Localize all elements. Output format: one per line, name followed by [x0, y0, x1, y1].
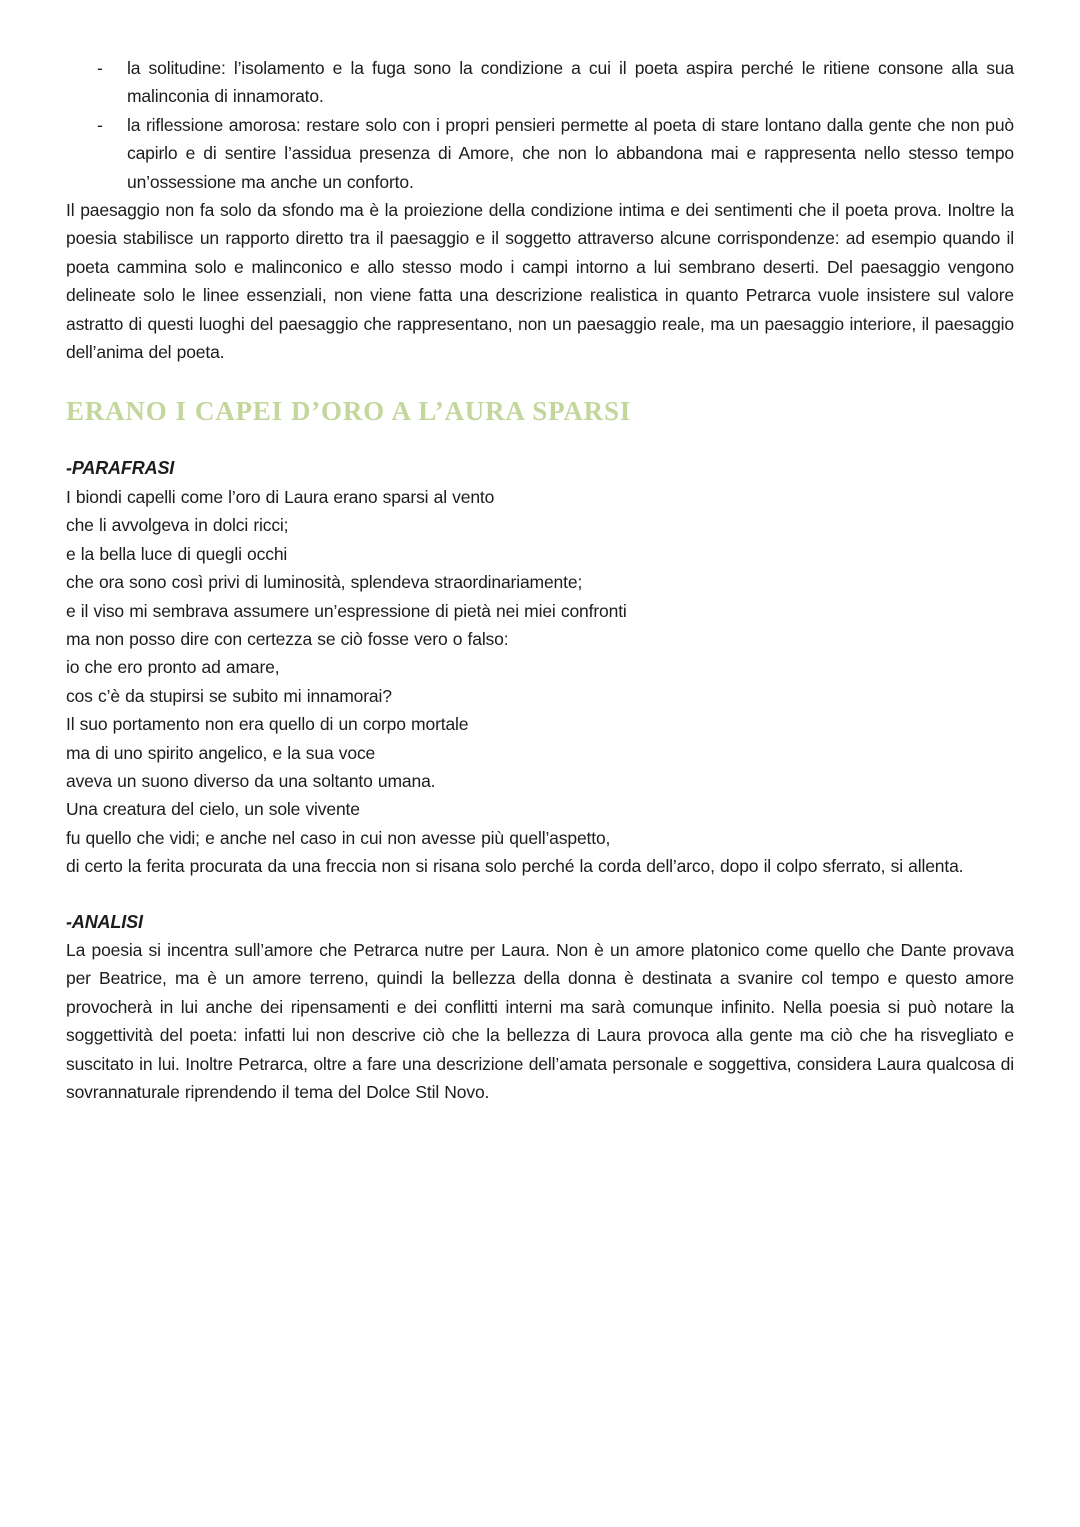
parafrasi-block: [66, 483, 1014, 881]
parafrasi-line: e il viso mi sembrava assumere un’espressione di pietà nei miei confronti: [66, 600, 627, 621]
landscape-paragraph: Il paesaggio non fa solo da sfondo ma è la proiezione della condizione intima e dei sentimenti che il poeta prova. Inoltre la poesia stabilisce un rapporto diretto tra il paesaggio e il soggetto attraverso alcune corrispondenze: ad esempio quando il poeta cammina solo e malinconico e allo stesso modo i campi intorno a lui sembrano deserti. Del paesaggio vengono delineate solo le linee essenziali, non viene fatta una descrizione realistica in quanto Petrarca vuole insistere sul valore astratto di questi luoghi del paesaggio che rappresentano, non un paesaggio reale, ma un paesaggio interiore, il paesaggio dell’anima del poeta.: [66, 200, 1014, 363]
parafrasi-line: e la bella luce di quegli occhi: [66, 543, 288, 564]
parafrasi-line: ma non posso dire con certezza se ciò fosse vero o falso:: [66, 628, 509, 649]
list-item-text: la solitudine: l’isolamento e la fuga sono la condizione a cui il poeta aspira perché le ritiene consone alla sua malinconia di innamorato.: [127, 58, 1014, 107]
bullet-dash: -: [97, 58, 103, 78]
analisi-label: -ANALISI: [66, 911, 143, 932]
parafrasi-closing: di certo la ferita procurata da una freccia non si risana solo perché la corda dell’arco, dopo il colpo sferrato, si allenta.: [66, 856, 964, 877]
poem-title-heading: ERANO I CAPEI D’ORO A L’AURA SPARSI: [66, 396, 632, 427]
parafrasi-line: I biondi capelli come l’oro di Laura erano sparsi al vento: [66, 486, 495, 507]
list-item: [66, 54, 1014, 111]
parafrasi-line: ma di uno spirito angelico, e la sua voce: [66, 742, 376, 763]
parafrasi-line: Il suo portamento non era quello di un corpo mortale: [66, 714, 469, 735]
parafrasi-line: Una creatura del cielo, un sole vivente: [66, 799, 360, 820]
analisi-paragraph: La poesia si incentra sull’amore che Petrarca nutre per Laura. Non è un amore platonico come quello che Dante provava per Beatrice, ma è un amore terreno, quindi la bellezza della donna è destinata a svanire col tempo e questo amore provocherà in lui anche dei ripensamenti e dei conflitti interni ma sarà comunque infinito. Nella poesia si può notare la soggettività del poeta: infatti lui non descrive ciò che la bellezza di Laura provoca alla gente ma ciò che ha risvegliato e suscitato in lui. Inoltre Petrarca, oltre a fare una descrizione dell’amata personale e soggettiva, considera Laura qualcosa di sovrannaturale riprendendo il tema del Dolce Stil Novo.: [66, 939, 1014, 1102]
list-item-text: la riflessione amorosa: restare solo con i propri pensieri permette al poeta di stare lontano dalla gente che non può capirlo e di sentire l’assidua presenza di Amore, che non lo abbandona mai e rappresenta nello stesso tempo un’ossessione ma anche un conforto.: [127, 114, 1014, 192]
parafrasi-line: che ora sono così privi di luminosità, splendeva straordinariamente;: [66, 572, 583, 593]
parafrasi-line: cos c’è da stupirsi se subito mi innamorai?: [66, 685, 392, 706]
parafrasi-label: -PARAFRASI: [66, 458, 175, 479]
bullet-dash: -: [97, 114, 103, 135]
parafrasi-line: fu quello che vidi; e anche nel caso in cui non avesse più quell’aspetto,: [66, 827, 611, 848]
parafrasi-line: io che ero pronto ad amare,: [66, 657, 280, 678]
list-item: [66, 111, 1014, 196]
parafrasi-line: aveva un suono diverso da una soltanto umana.: [66, 770, 436, 791]
parafrasi-line: che li avvolgeva in dolci ricci;: [66, 515, 289, 536]
